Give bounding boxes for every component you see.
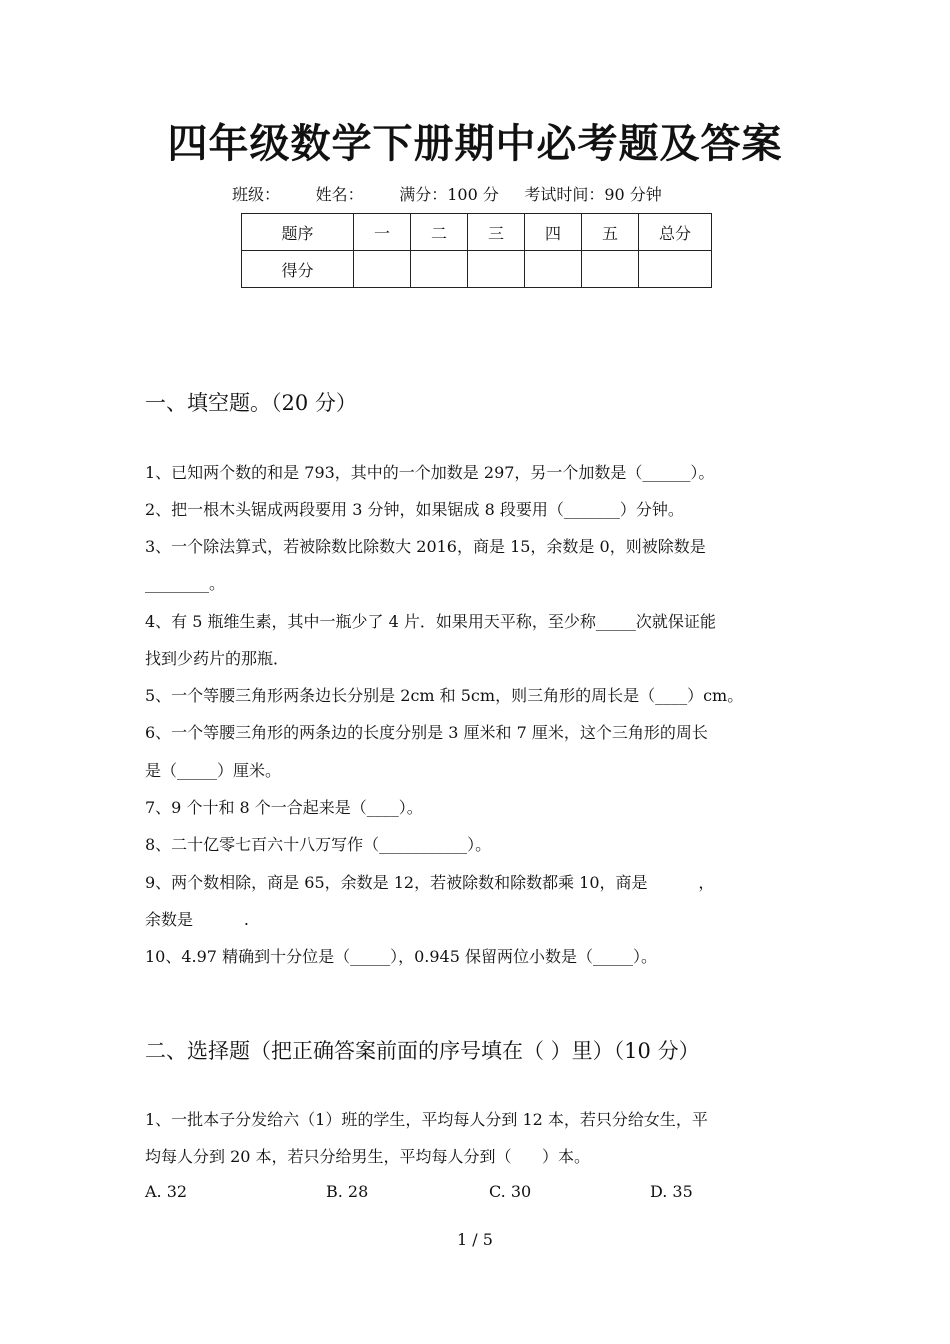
- question-line: 7、9 个十和 8 个一合起来是（____）。: [145, 798, 423, 817]
- document-title: 四年级数学下册期中必考题及答案: [167, 120, 783, 167]
- score-table-header-cell: 五: [582, 214, 639, 251]
- score-cell: [411, 251, 468, 288]
- choice-option-c: C. 30: [489, 1182, 532, 1201]
- full-score-label: 满分：100 分: [399, 185, 499, 204]
- score-cell: [525, 251, 582, 288]
- score-table-score-row: [242, 251, 712, 288]
- score-table: [241, 213, 712, 288]
- score-table-header-row: [242, 214, 712, 251]
- score-table-header-cell: 题序: [242, 214, 354, 251]
- score-cell: [354, 251, 411, 288]
- exam-info-line: [232, 182, 662, 205]
- question-line: 均每人分到 20 本，若只分给男生，平均每人分到（ ）本。: [145, 1147, 591, 1166]
- score-cell: [639, 251, 712, 288]
- score-table-header-cell: 三: [468, 214, 525, 251]
- question-line: 8、二十亿零七百六十八万写作（___________）。: [145, 835, 492, 854]
- question-line: 10、4.97 精确到十分位是（_____），0.945 保留两位小数是（_____）。: [145, 947, 657, 966]
- question-line: 余数是 .: [145, 910, 249, 929]
- question-line: 找到少药片的那瓶．: [145, 649, 290, 668]
- question-line: 4、有 5 瓶维生素，其中一瓶少了 4 片．如果用天平称，至少称_____次就保证能: [145, 612, 716, 631]
- choice-option-d: D. 35: [650, 1182, 693, 1201]
- score-cell: [582, 251, 639, 288]
- question-line: 是（_____）厘米。: [145, 761, 282, 780]
- section-heading-fill-in: 一、填空题。（20 分）: [145, 391, 357, 415]
- question-line: 5、一个等腰三角形两条边长分别是 2cm 和 5cm，则三角形的周长是（____）cm。: [145, 686, 744, 705]
- question-line: 6、一个等腰三角形的两条边的长度分别是 3 厘米和 7 厘米，这个三角形的周长: [145, 723, 708, 742]
- score-table-header-cell: 二: [411, 214, 468, 251]
- choice-option-a: A. 32: [145, 1182, 188, 1201]
- question-line: 3、一个除法算式，若被除数比除数大 2016，商是 15，余数是 0，则被除数是: [145, 537, 706, 556]
- name-label: 姓名：: [315, 185, 364, 204]
- score-cell: [468, 251, 525, 288]
- exam-time-label: 考试时间：90 分钟: [524, 185, 662, 204]
- choice-option-b: B. 28: [326, 1182, 369, 1201]
- class-label: 班级：: [232, 185, 281, 204]
- question-line: 2、把一根木头锯成两段要用 3 分钟，如果锯成 8 段要用（_______）分钟。: [145, 500, 684, 519]
- score-table-header-cell: 四: [525, 214, 582, 251]
- question-line: 9、两个数相除，商是 65，余数是 12，若被除数和除数都乘 10，商是 ，: [145, 873, 715, 892]
- question-line: ________。: [145, 574, 226, 593]
- score-table-header-cell: 一: [354, 214, 411, 251]
- score-row-label: 得分: [242, 251, 354, 288]
- question-line: 1、一批本子分发给六（1）班的学生，平均每人分到 12 本，若只分给女生，平: [145, 1110, 708, 1129]
- question-line: 1、已知两个数的和是 793，其中的一个加数是 297，另一个加数是（______）。: [145, 463, 715, 482]
- page-number: 1 / 5: [457, 1230, 493, 1249]
- section-heading-multiple-choice: 二、选择题（把正确答案前面的序号填在（ ）里）（10 分）: [145, 1039, 700, 1063]
- score-table-header-cell: 总分: [639, 214, 712, 251]
